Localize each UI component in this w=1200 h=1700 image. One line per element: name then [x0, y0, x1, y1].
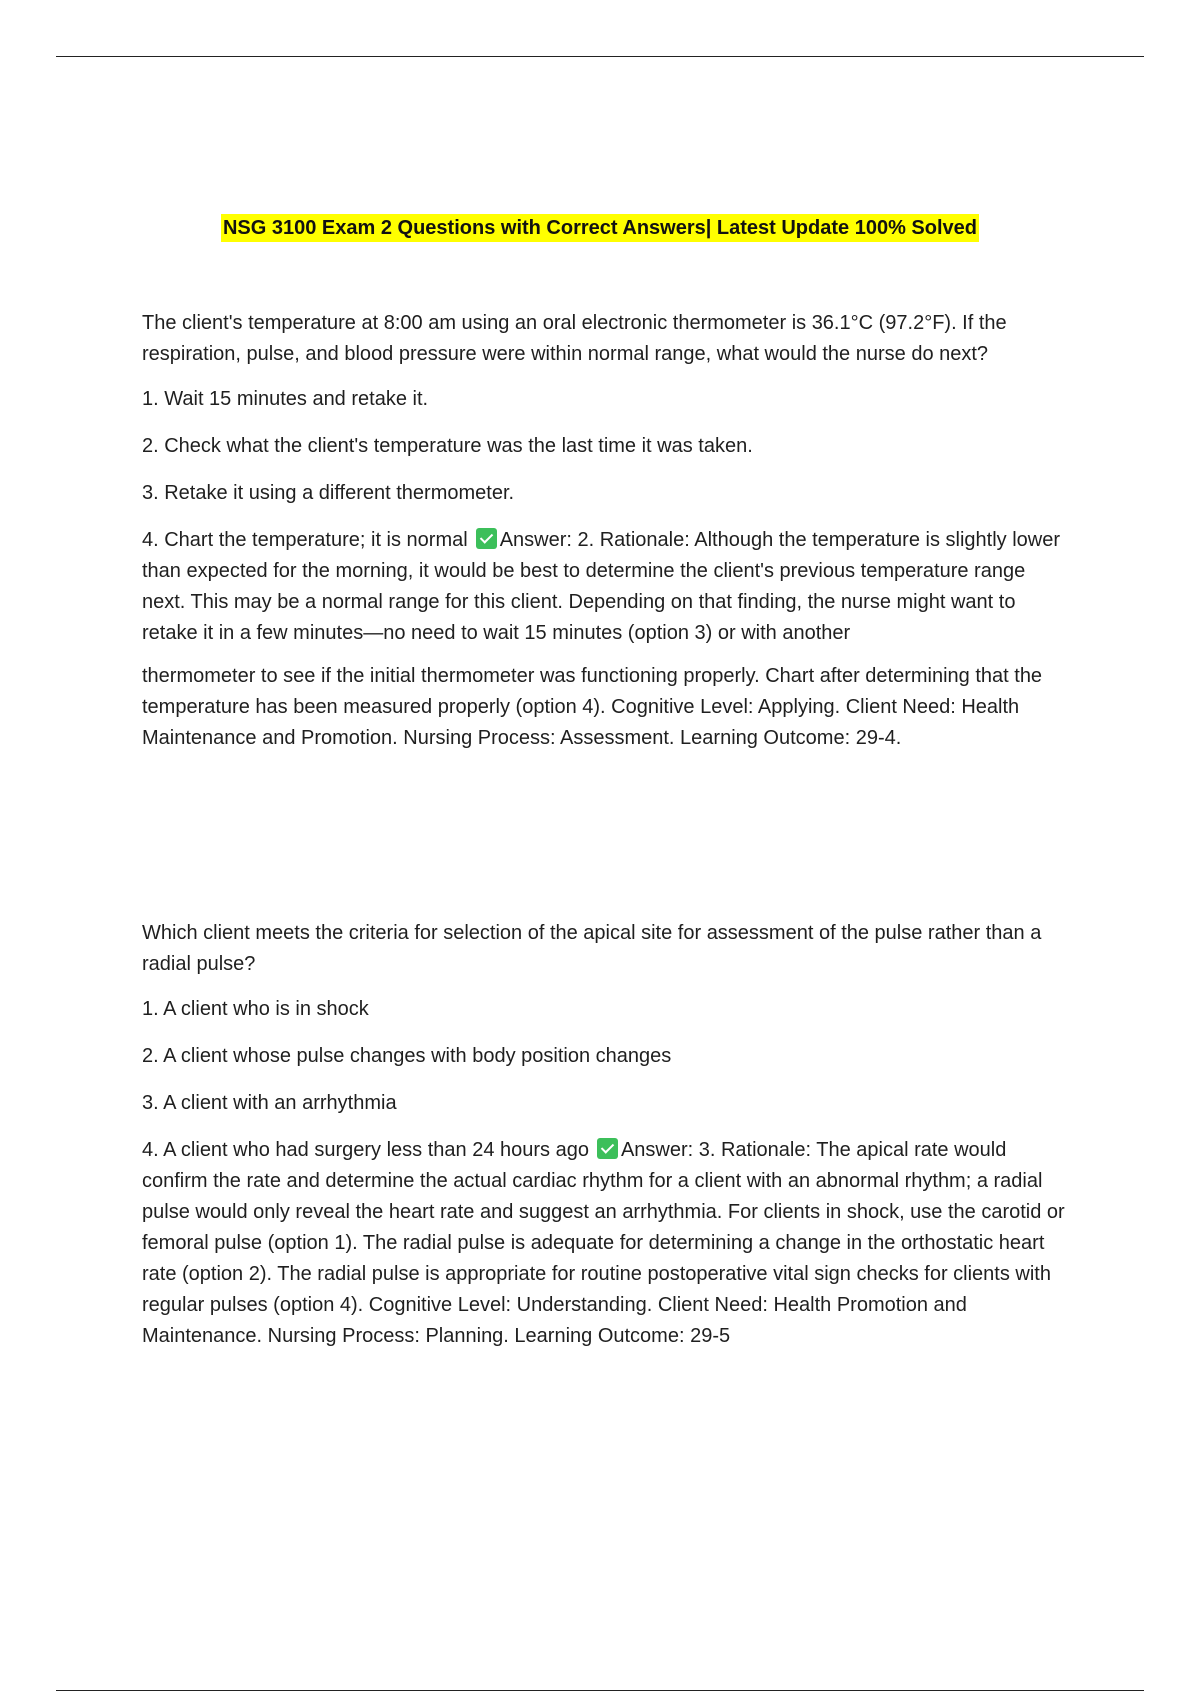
question-1 — [142, 308, 1067, 754]
title-container — [0, 214, 1200, 242]
question-2-stem: Which client meets the criteria for selection of the apical site for assessment of the pulse rather than a radial pulse? — [142, 922, 1042, 975]
question-1-answer: Answer: 2. Rationale: Although the temperature is slightly lower than expected for the morning, it would be best to determine the client's previous temperature range next. This may be a normal range for this client. Depending on that finding, the nurse might want to retake it in a few minutes—no need to wait 15 minutes (option 3) or with another — [142, 529, 1060, 644]
check-mark-icon — [476, 528, 497, 549]
question-1-option-1: 1. Wait 15 minutes and retake it. — [142, 388, 429, 410]
top-rule — [56, 56, 1144, 57]
document-title: NSG 3100 Exam 2 Questions with Correct Answers| Latest Update 100% Solved — [221, 214, 979, 242]
question-2-option-2: 2. A client whose pulse changes with body position changes — [142, 1045, 672, 1067]
bottom-rule — [56, 1690, 1144, 1691]
question-2-option-4-with-answer — [142, 1135, 1067, 1352]
question-2-option-1: 1. A client who is in shock — [142, 998, 369, 1020]
question-1-answer-continuation: thermometer to see if the initial thermometer was functioning properly. Chart after determining that the temperature has been measured properly (option 4). Cognitive Level: Applying. Client Need: Health Maintenance and Promotion. Nursing Process: Assessment. Learning Outcome: 29-4. — [142, 665, 1043, 749]
question-1-option-4: 4. Chart the temperature; it is normal — [142, 529, 468, 551]
question-1-option-4-with-answer — [142, 525, 1067, 649]
question-1-stem: The client's temperature at 8:00 am using an oral electronic thermometer is 36.1°C (97.2°F). If the respiration, pulse, and blood pressure were within normal range, what would the nurse do next? — [142, 312, 1007, 365]
question-1-option-2: 2. Check what the client's temperature was the last time it was taken. — [142, 435, 753, 457]
question-2-option-4: 4. A client who had surgery less than 24 hours ago — [142, 1139, 589, 1161]
question-2-answer: Answer: 3. Rationale: The apical rate would confirm the rate and determine the actual cardiac rhythm for a client with an abnormal rhythm; a radial pulse would only reveal the heart rate and suggest an arrhythmia. For clients in shock, use the carotid or femoral pulse (option 1). The radial pulse is adequate for determining a change in the orthostatic heart rate (option 2). The radial pulse is appropriate for routine postoperative vital sign checks for clients with regular pulses (option 4). Cognitive Level: Understanding. Client Need: Health Promotion and Maintenance. Nursing Process: Planning. Learning Outcome: 29-5 — [142, 1139, 1065, 1347]
question-1-option-3: 3. Retake it using a different thermometer. — [142, 482, 515, 504]
check-mark-icon — [597, 1138, 618, 1159]
question-2 — [142, 918, 1067, 1352]
question-2-option-3: 3. A client with an arrhythmia — [142, 1092, 397, 1114]
